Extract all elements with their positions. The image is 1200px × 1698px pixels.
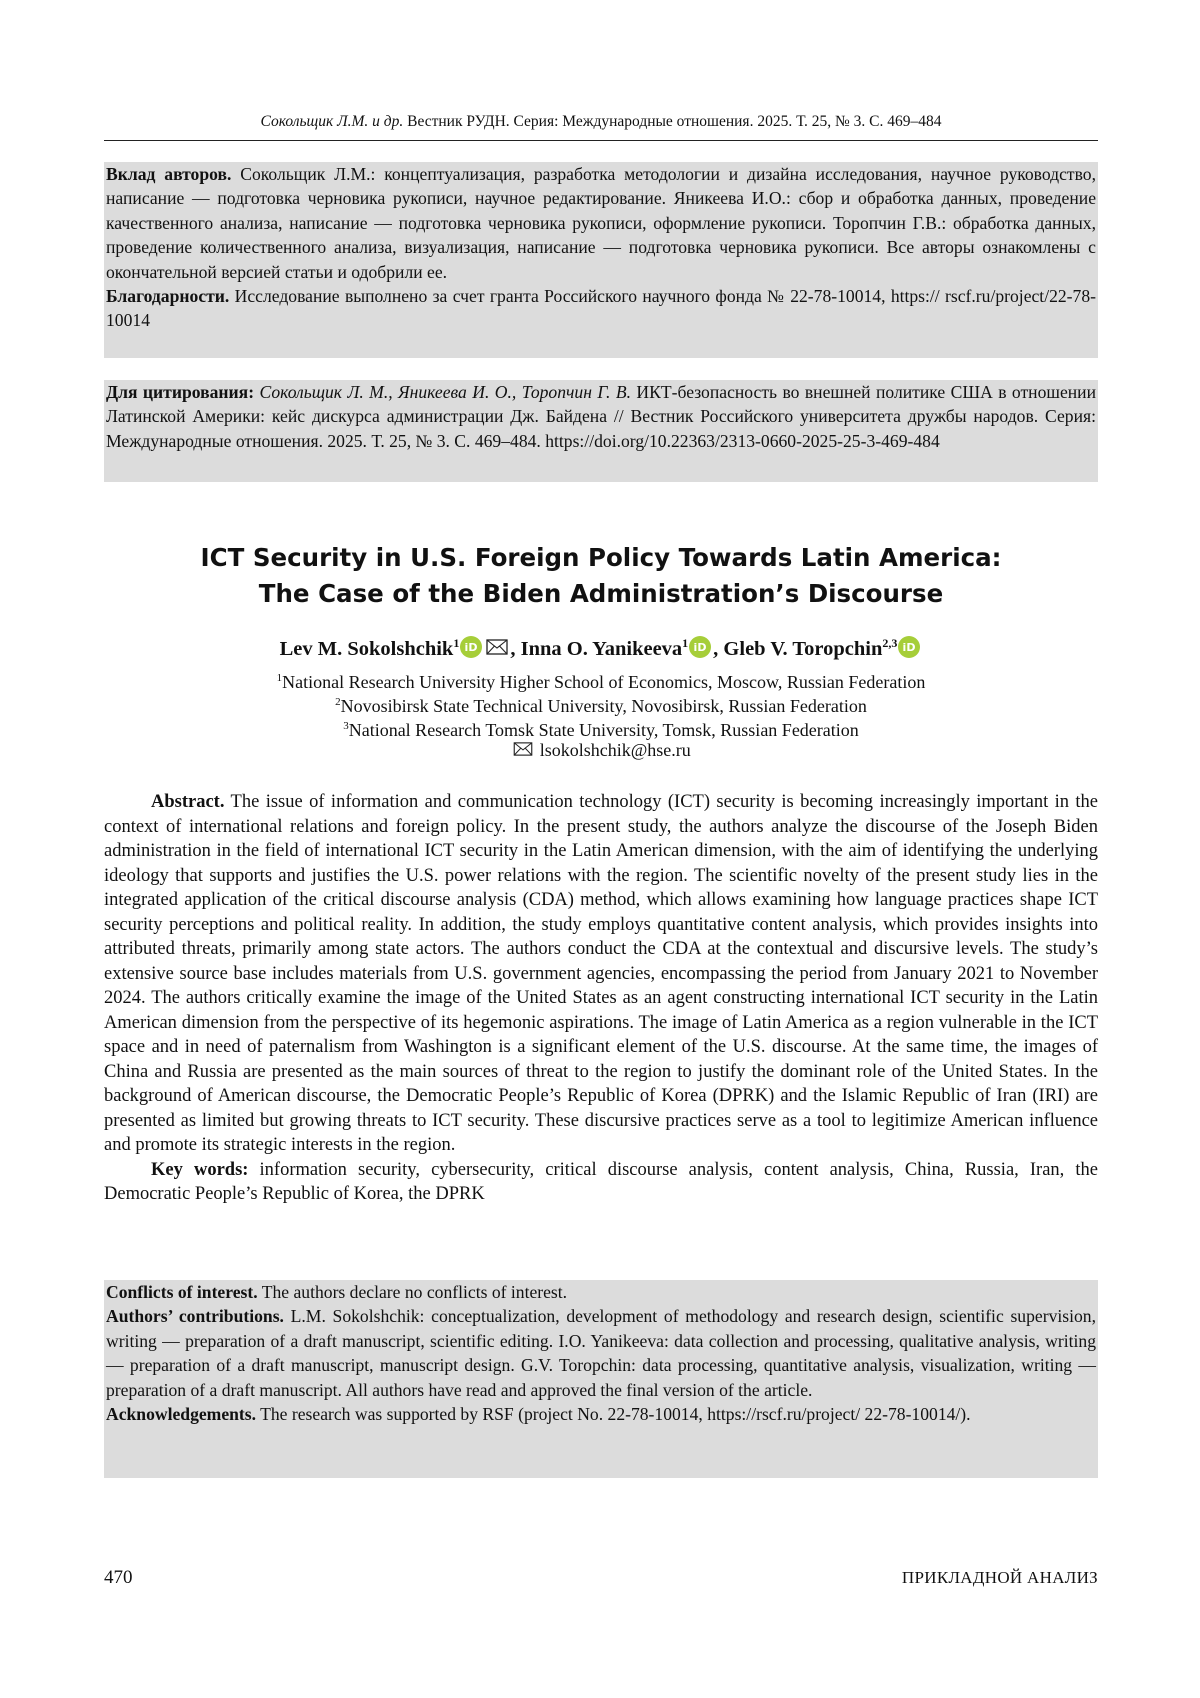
author-affiliation-sup: 2,3 [882, 636, 897, 650]
author-name: Inna O. Yanikeeva [521, 638, 683, 660]
affiliation-text: National Research Tomsk State University, Tomsk, Russian Federation [349, 720, 859, 740]
contributions-en [106, 1304, 1096, 1402]
author-name: Gleb V. Toropchin [723, 638, 882, 660]
acknowledgements-en [106, 1402, 1096, 1426]
citation-authors: Сокольщик Л. М., Яникеева И. О., Торопчин Г. В. [259, 382, 631, 402]
running-header-journal: Вестник РУДН. Серия: Международные отношения. 2025. Т. 25, № 3. С. 469–484 [407, 113, 941, 130]
conflicts-text: The authors declare no conflicts of interest. [262, 1282, 567, 1302]
contributions-en-label: Authors’ contributions. [106, 1306, 284, 1326]
author-separator: , [713, 638, 723, 660]
article-title [104, 540, 1098, 612]
title-line-2: The Case of the Biden Administration’s Discourse [104, 576, 1098, 612]
abstract-section [104, 790, 1098, 1207]
affiliation-text: Novosibirsk State Technical University, Novosibirsk, Russian Federation [341, 696, 867, 716]
svg-text:iD: iD [903, 641, 916, 654]
email-link[interactable]: lsokolshchik@hse.ru [540, 740, 691, 760]
journal-page [0, 0, 1200, 1698]
author-name: Lev M. Sokolshchik [280, 638, 454, 660]
running-header [104, 112, 1098, 132]
affiliation-sup: 2 [335, 696, 341, 708]
acknowledgements-ru [106, 284, 1096, 333]
acknowledgements-en-label: Acknowledgements. [106, 1404, 256, 1424]
contributions-ru-label: Вклад авторов. [106, 164, 231, 184]
orcid-icon[interactable] [460, 636, 482, 658]
declarations-en-box [104, 1280, 1098, 1478]
contributions-ru-text: Сокольщик Л.М.: концептуализация, разработка методологии и дизайна исследования, научное руководство, написание — подготовка черновика рукописи, научное редактирование. Яникеева И.О.: сбор и обработка данных, проведение качественного анализа, написание — подготовка черновика рукописи, оформление рукописи. Торопчин Г.В.: обработка данных, проведение количественного анализа, визуализация, написание — подготовка черновика рукописи. Все авторы ознакомлены с окончательной версией статьи и одобрили ее. [106, 164, 1096, 282]
orcid-icon[interactable] [689, 636, 711, 658]
affiliation-text: National Research University Higher School of Economics, Moscow, Russian Federation [282, 672, 925, 692]
svg-text:iD: iD [694, 641, 707, 654]
keywords [104, 1158, 1098, 1207]
citation [106, 380, 1096, 453]
header-rule [104, 140, 1098, 141]
keywords-text: information security, cybersecurity, critical discourse analysis, content analysis, China, Russia, Iran, the Democratic People’s Republic of Korea, the DPRK [104, 1160, 1098, 1205]
authors-line [104, 628, 1098, 664]
author-affiliation-sup: 1 [453, 636, 459, 650]
orcid-icon[interactable] [898, 636, 920, 658]
conflicts-of-interest [106, 1280, 1096, 1304]
keywords-label: Key words: [151, 1160, 248, 1180]
abstract-label: Abstract. [151, 792, 224, 812]
corresponding-email [104, 738, 1098, 762]
acknowledgements-en-text: The research was supported by RSF (project No. 22-78-10014, https://rscf.ru/project/ 22-78-10014/). [260, 1404, 970, 1424]
contributions-ru [106, 162, 1096, 284]
author-affiliation-sup: 1 [682, 636, 688, 650]
acknowledgements-ru-text: Исследование выполнено за счет гранта Российского научного фонда № 22-78-10014, https:// rscf.ru/project/22-78-10014 [106, 286, 1096, 330]
contributions-en-text: L.M. Sokolshchik: conceptualization, development of methodology and research design, scientific supervision, writing — preparation of a draft manuscript, scientific editing. I.O. Yanikeeva: data collection and processing, qualitative analysis, writing — preparation of a draft manuscript, manuscript design. G.V. Toropchin: data processing, quantitative analysis, visualization, writing — preparation of a draft manuscript. All authors have read and approved the final version of the article. [106, 1306, 1096, 1399]
abstract [104, 790, 1098, 1158]
running-header-authors: Сокольщик Л.М. и др. [261, 113, 404, 130]
citation-box [104, 380, 1098, 482]
affiliation-sup: 1 [277, 672, 283, 684]
page-number: 470 [104, 1566, 133, 1590]
svg-text:iD: iD [465, 641, 478, 654]
section-name: ПРИКЛАДНОЙ АНАЛИЗ [902, 1566, 1098, 1590]
affiliation-sup: 3 [343, 720, 349, 732]
envelope-icon [513, 742, 533, 756]
abstract-text: The issue of information and communication technology (ICT) security is becoming increasingly important in the context of international relations and foreign policy. In the present study, the authors analyze the discourse of the Joseph Biden administration in the field of international ICT security in the Latin American dimension, with the aim of identifying the underlying ideology that supports and justifies the U.S. power relations with the region. The scientific novelty of the present study lies in the integrated application of the critical discourse analysis (CDA) method, which allows examining how language practices shape ICT security perceptions and political reality. In addition, the study employs quantitative content analysis, which provides insights into attributed threats, primarily among state actors. The authors conduct the CDA at the contextual and discursive levels. The study’s extensive source base includes materials from U.S. government agencies, encompassing the period from January 2021 to November 2024. The authors critically examine the image of the United States as an agent constructing international ICT security in the Latin American dimension from the perspective of its hegemonic aspirations. The image of Latin America as a region vulnerable in the ICT space and in need of paternalism from Washington is a significant element of the U.S. discourse. At the same time, the images of China and Russia are presented as the main sources of threat to the region to justify the dominant role of the United States. In the background of American discourse, the Democratic People’s Republic of Korea (DPRK) and the Islamic Republic of Iran (IRI) are presented as limited but growing threats to ICT security. These discursive practices serve as a tool to legitimize American influence and promote its strategic interests in the region. [104, 792, 1098, 1155]
acknowledgements-ru-label: Благодарности. [106, 286, 229, 306]
envelope-icon[interactable] [486, 639, 508, 655]
author-contributions-ru-box [104, 162, 1098, 358]
title-line-1: ICT Security in U.S. Foreign Policy Towards Latin America: [104, 540, 1098, 576]
conflicts-label: Conflicts of interest. [106, 1282, 258, 1302]
citation-label: Для цитирования: [106, 382, 254, 402]
author-separator: , [510, 638, 520, 660]
citation-text: ИКТ-безопасность во внешней политике США в отношении Латинской Америки: кейс дискурса администрации Дж. Байдена // Вестник Российского университета дружбы народов. Серия: Международные отношения. 2025. Т. 25, № 3. С. 469–484. https://doi.org/10.22363/2313-0660-2025-25-3-469-484 [106, 382, 1096, 451]
